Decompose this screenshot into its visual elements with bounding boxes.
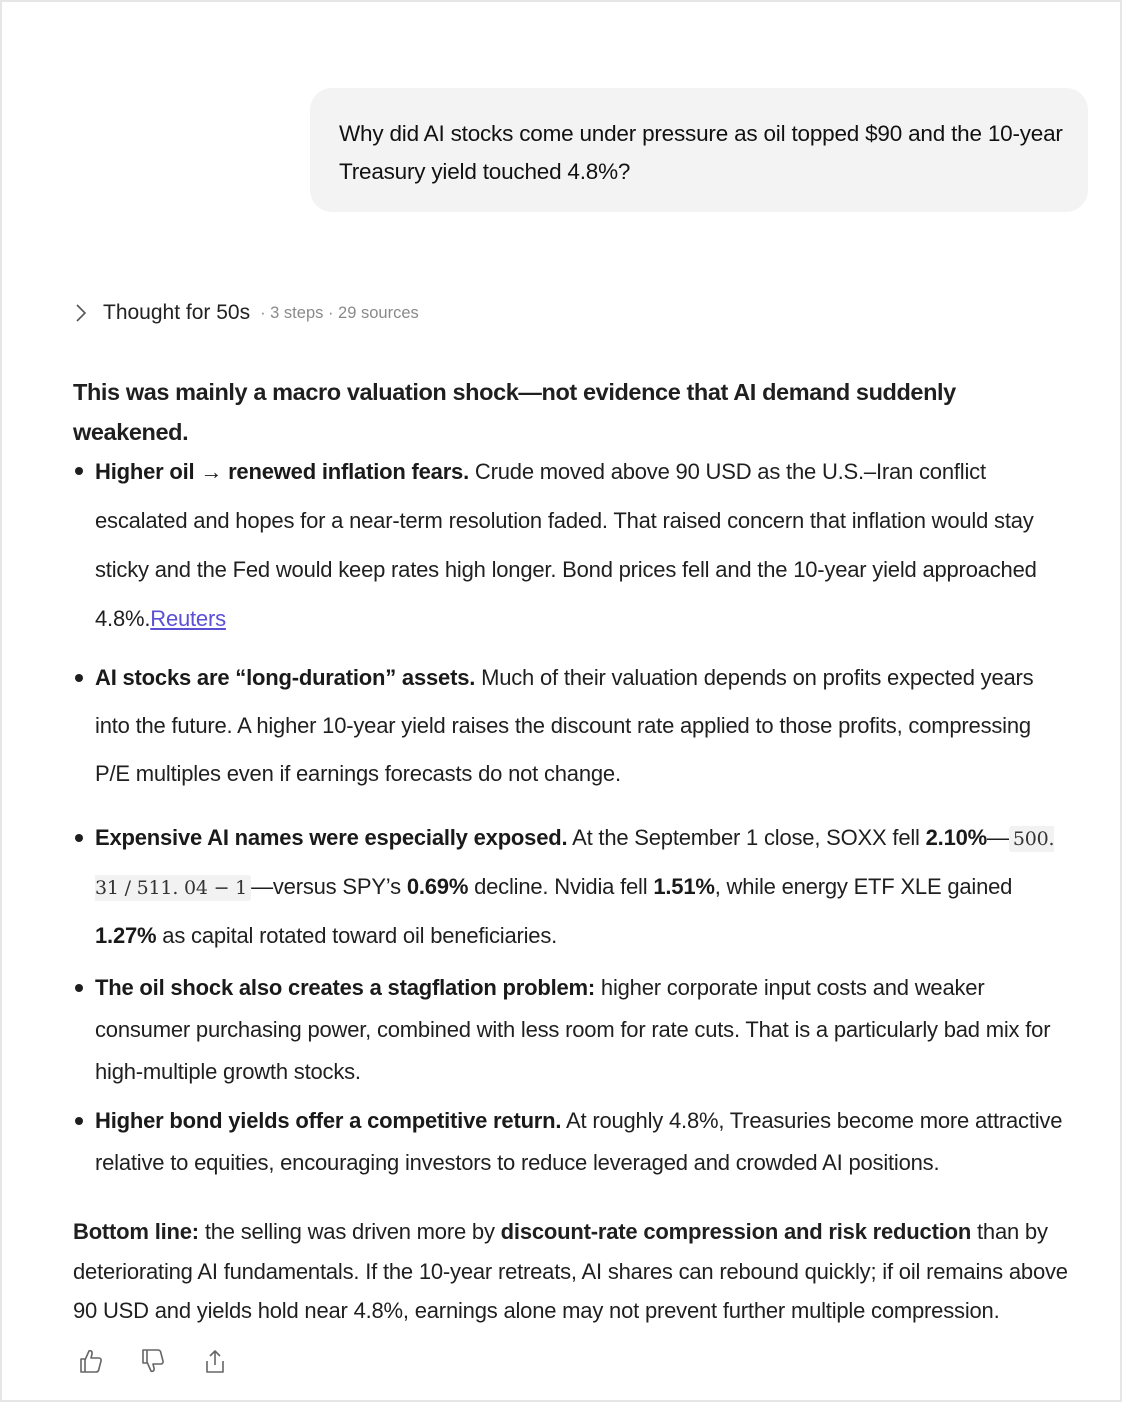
stat-nvidia: 1.51%: [653, 874, 715, 899]
thumbs-down-icon: [141, 1348, 165, 1374]
user-message-text: Why did AI stocks come under pressure as oil topped $90 and the 10-year Treasury yield touched 4.8%?: [339, 121, 1063, 184]
bullet-dot: [75, 674, 83, 682]
point-heading: Higher bond yields offer a competitive return.: [95, 1108, 562, 1133]
share-icon: [204, 1348, 226, 1374]
bottom-line-label: Bottom line:: [73, 1219, 199, 1244]
list-item: [73, 654, 1068, 798]
point-text: as capital rotated toward oil beneficiaries.: [156, 923, 558, 948]
stat-xle: 1.27%: [95, 923, 157, 948]
bullet-dot: [75, 984, 83, 992]
bottom-line: [73, 1212, 1068, 1331]
thought-toggle[interactable]: [74, 296, 419, 330]
bullet-dot: [75, 834, 83, 842]
bullet-dot: [75, 467, 83, 475]
point-text: At roughly 4.8%, Treasuries become more attractive relative to equities, encouraging investors to reduce leveraged and crowded AI positions.: [95, 1108, 1063, 1175]
point-text: —versus SPY’s: [251, 874, 407, 899]
point-heading: Expensive AI names were especially exposed.: [95, 825, 568, 850]
thought-meta: · 3 steps · 29 sources: [260, 303, 419, 322]
point-text: —: [987, 825, 1009, 850]
chevron-right-icon: [74, 303, 88, 323]
point-text: higher corporate input costs and weaker consumer purchasing power, combined with less room for rate cuts. That is a particularly bad mix for high-multiple growth stocks.: [95, 975, 1051, 1084]
point-heading: Higher oil → renewed inflation fears.: [95, 459, 470, 484]
point-text: decline. Nvidia fell: [468, 874, 654, 899]
point-heading: AI stocks are “long-duration” assets.: [95, 665, 476, 690]
point-text: , while energy ETF XLE gained: [714, 874, 1013, 899]
thumbs-up-icon: [79, 1348, 103, 1374]
point-text: Crude moved above 90 USD as the U.S.–Iran conflict escalated and hopes for a near-term resolution faded. That raised concern that inflation would stay sticky and the Fed would keep rates high longer. Bond prices fell and the 10-year yield approached 4.8%.: [95, 459, 1037, 631]
thumbs-up-button[interactable]: [78, 1346, 104, 1376]
formula-code: 500. 31 / 511. 04 − 1: [95, 828, 1055, 899]
list-item: [73, 967, 1068, 1093]
bottom-line-emphasis: discount-rate compression and risk reduction: [500, 1219, 972, 1244]
stat-spy: 0.69%: [406, 874, 469, 899]
answer-lead: This was mainly a macro valuation shock—not evidence that AI demand suddenly weakened.: [73, 379, 956, 445]
list-item: [73, 1100, 1068, 1184]
point-heading: The oil shock also creates a stagflation problem:: [95, 975, 596, 1000]
list-item: [73, 447, 1068, 643]
bottom-line-text: than by deteriorating AI fundamentals. If the 10-year retreats, AI shares can rebound quickly; if oil remains above 90 USD and yields hold near 4.8%, earnings alone may not prevent further multiple compression.: [73, 1219, 1068, 1323]
assistant-answer: [73, 372, 1068, 1323]
bullet-dot: [75, 1117, 83, 1125]
bottom-line-text: the selling was driven more by: [198, 1219, 501, 1244]
message-actions: [78, 1346, 228, 1376]
thumbs-down-button[interactable]: [140, 1346, 166, 1376]
user-message-bubble: [310, 88, 1088, 212]
thought-label: Thought for 50s: [103, 301, 251, 324]
point-text: At the September 1 close, SOXX fell: [567, 825, 926, 850]
share-button[interactable]: [202, 1346, 228, 1376]
list-item: [73, 814, 1068, 960]
point-text: Much of their valuation depends on profits expected years into the future. A higher 10-year yield raises the discount rate applied to those profits, compressing P/E multiples even if earnings forecasts do not change.: [95, 665, 1034, 786]
source-link-reuters[interactable]: Reuters: [150, 606, 226, 631]
stat-soxx: 2.10%: [925, 825, 988, 850]
